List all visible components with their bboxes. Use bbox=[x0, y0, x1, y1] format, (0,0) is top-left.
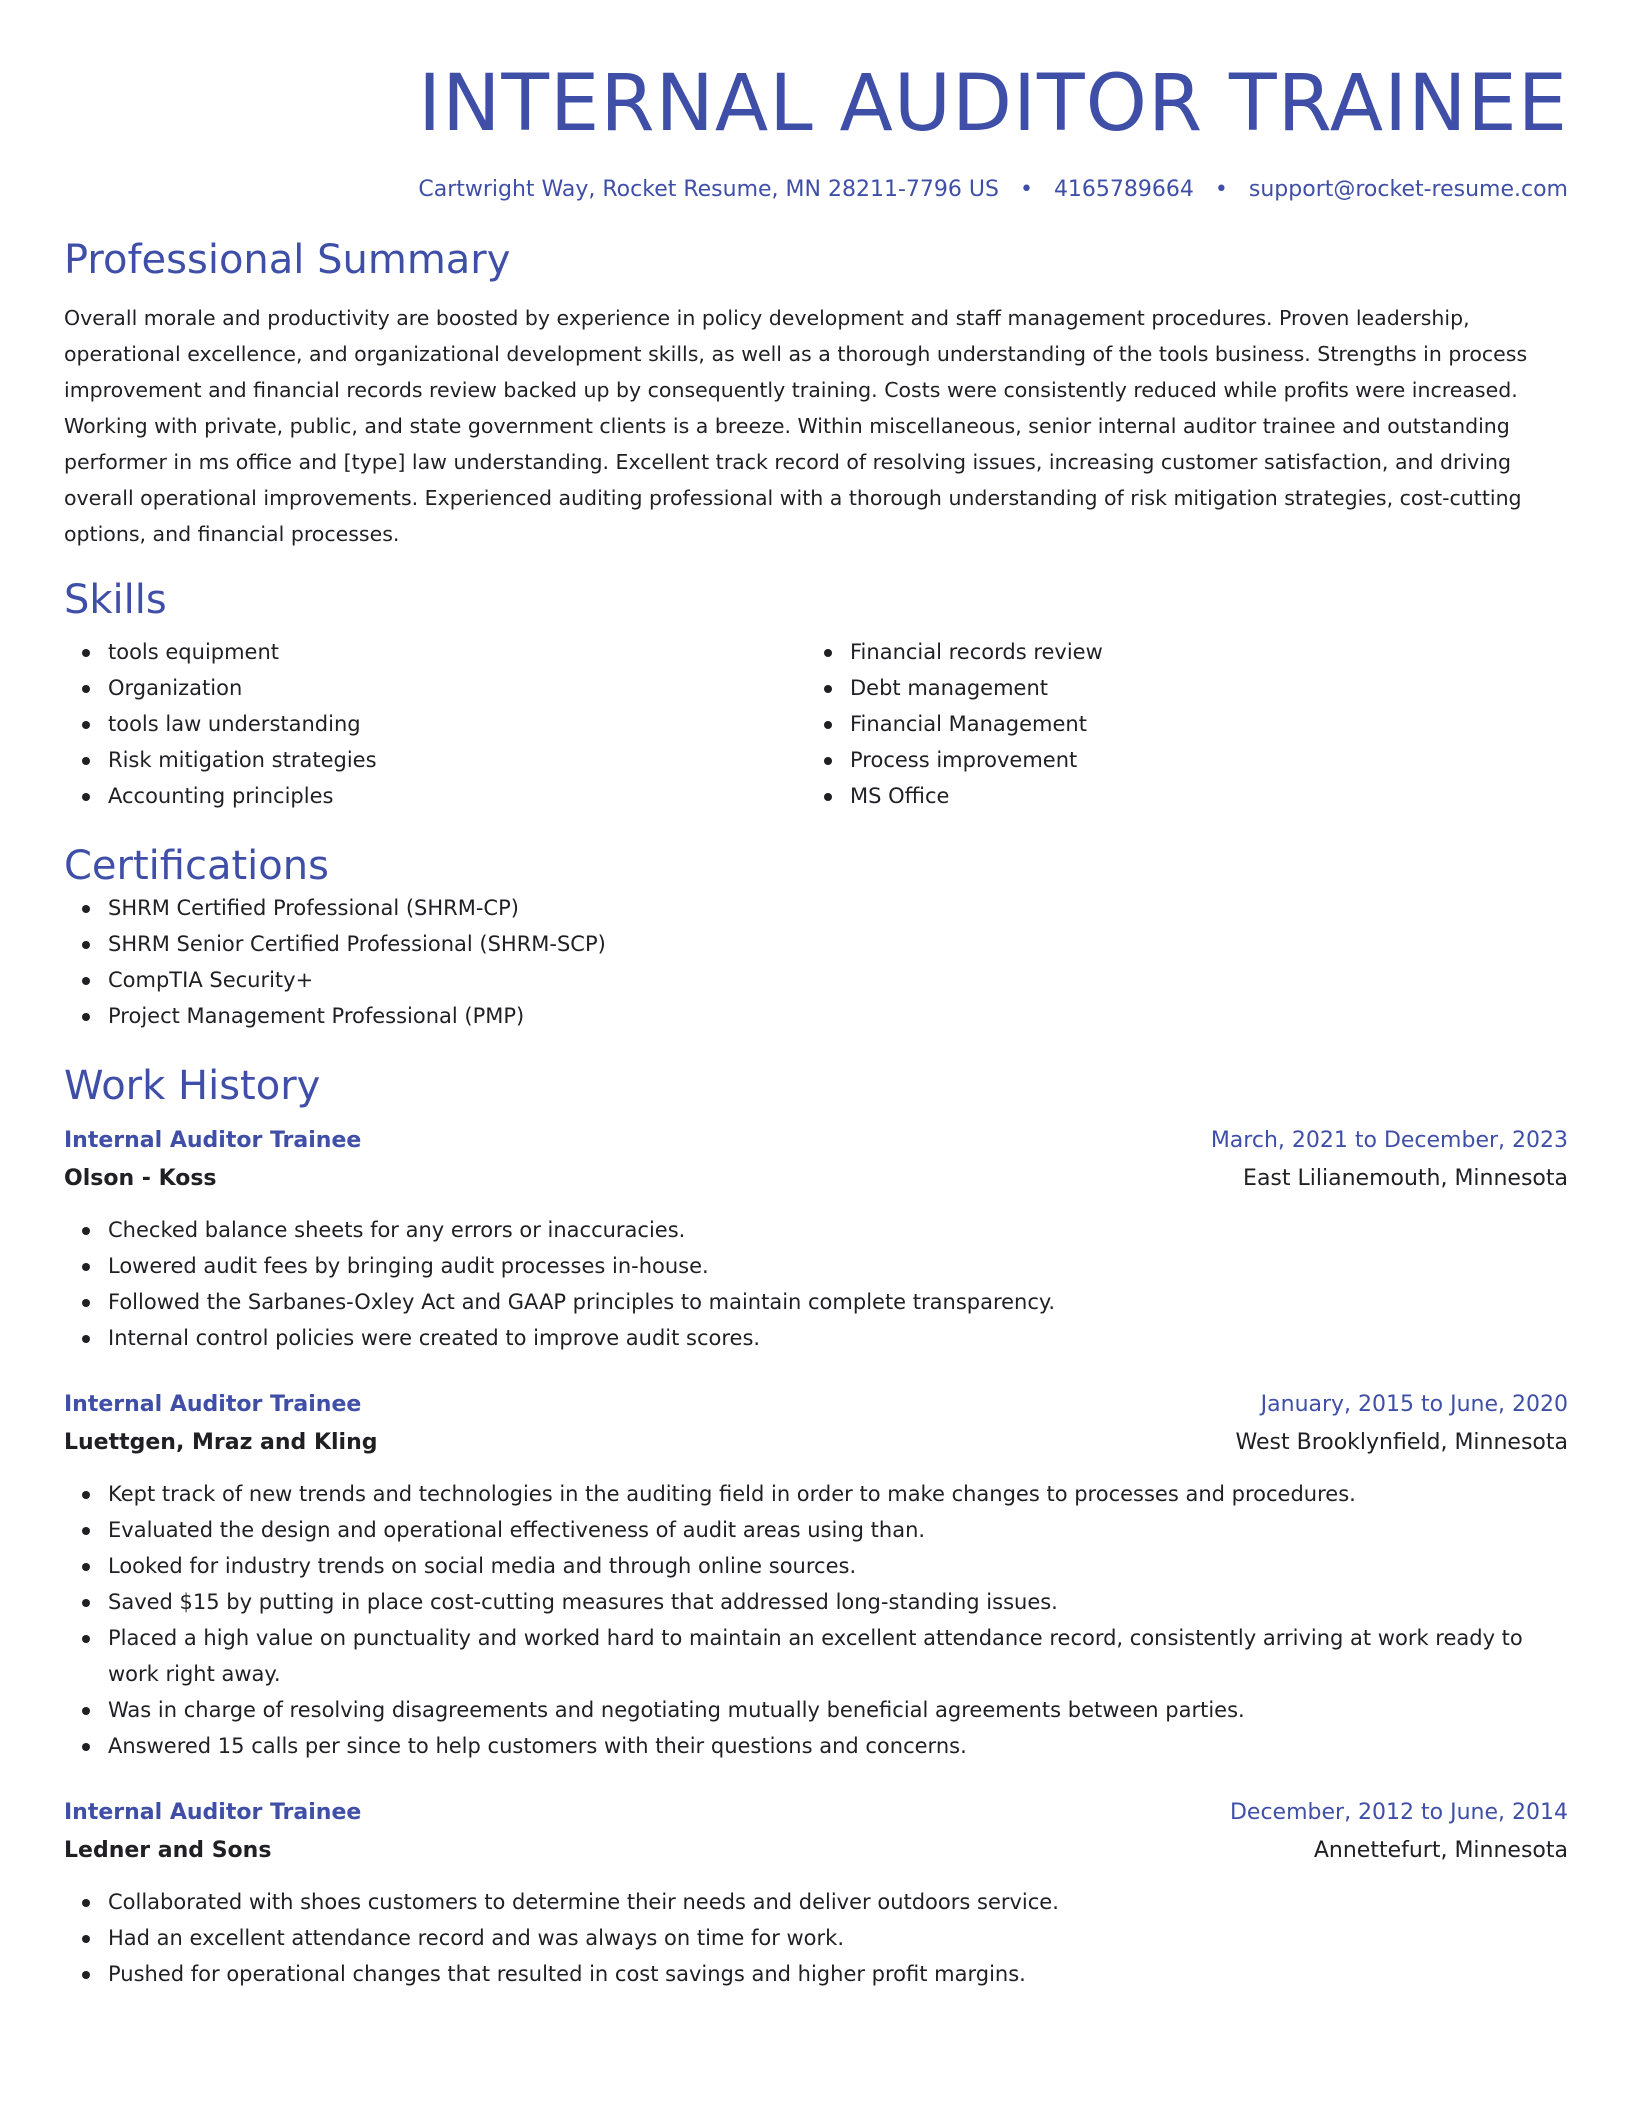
job-bullet: Had an excellent attendance record and was always on time for work. bbox=[108, 1920, 1568, 1956]
skill-item: MS Office bbox=[850, 778, 1548, 814]
job-entry bbox=[64, 1122, 1568, 1356]
job-company: Ledner and Sons bbox=[64, 1838, 272, 1863]
job-bullet: Answered 15 calls per since to help customers with their questions and concerns. bbox=[108, 1728, 1568, 1764]
job-location: Annettefurt, Minnesota bbox=[1313, 1838, 1568, 1863]
job-bullet: Lowered audit fees by bringing audit processes in-house. bbox=[108, 1248, 1568, 1284]
job-title: Internal Auditor Trainee bbox=[64, 1392, 362, 1417]
skill-item: Process improvement bbox=[850, 742, 1548, 778]
job-bullet: Was in charge of resolving disagreements and negotiating mutually beneficial agreements between parties. bbox=[108, 1692, 1568, 1728]
contact-line bbox=[64, 174, 1568, 206]
job-header-row bbox=[64, 1794, 1568, 1832]
skills-column-right bbox=[806, 634, 1548, 814]
job-bullet: Collaborated with shoes customers to determine their needs and deliver outdoors service. bbox=[108, 1884, 1568, 1920]
job-bullet: Evaluated the design and operational effectiveness of audit areas using than. bbox=[108, 1512, 1568, 1548]
job-title: Internal Auditor Trainee bbox=[64, 1128, 362, 1153]
skill-item: Financial records review bbox=[850, 634, 1548, 670]
job-location: East Lilianemouth, Minnesota bbox=[1243, 1166, 1568, 1191]
contact-address: Cartwright Way, Rocket Resume, MN 28211-7796 US bbox=[418, 177, 999, 202]
skill-item: tools law understanding bbox=[108, 706, 806, 742]
skill-item: Financial Management bbox=[850, 706, 1548, 742]
skill-item: Organization bbox=[108, 670, 806, 706]
job-company-row bbox=[64, 1160, 1568, 1198]
contact-phone[interactable]: 4165789664 bbox=[1053, 177, 1194, 202]
job-bullet: Followed the Sarbanes-Oxley Act and GAAP principles to maintain complete transparency. bbox=[108, 1284, 1568, 1320]
contact-separator: • bbox=[1019, 177, 1033, 202]
resume-name: INTERNAL AUDITOR TRAINEE bbox=[418, 59, 1568, 149]
job-dates: January, 2015 to June, 2020 bbox=[1260, 1392, 1568, 1417]
job-company: Luettgen, Mraz and Kling bbox=[64, 1430, 378, 1455]
certifications-heading: Certifications bbox=[64, 843, 329, 889]
job-title: Internal Auditor Trainee bbox=[64, 1800, 362, 1825]
job-location: West Brooklynfield, Minnesota bbox=[1235, 1430, 1568, 1455]
job-dates: December, 2012 to June, 2014 bbox=[1229, 1800, 1568, 1825]
summary-heading: Professional Summary bbox=[64, 237, 511, 283]
job-company: Olson - Koss bbox=[64, 1166, 217, 1191]
job-bullets bbox=[64, 1884, 1568, 1992]
skills-list-left bbox=[64, 634, 806, 814]
job-bullets bbox=[64, 1476, 1568, 1764]
job-bullet: Checked balance sheets for any errors or inaccuracies. bbox=[108, 1212, 1568, 1248]
job-dates: March, 2021 to December, 2023 bbox=[1210, 1128, 1568, 1153]
skills-column-left bbox=[64, 634, 806, 814]
job-entry bbox=[64, 1794, 1568, 1992]
job-entry bbox=[64, 1386, 1568, 1764]
job-bullets bbox=[64, 1212, 1568, 1356]
certification-item: CompTIA Security+ bbox=[108, 962, 1568, 998]
work-history-heading: Work History bbox=[64, 1063, 321, 1109]
job-bullet: Kept track of new trends and technologies in the auditing field in order to make changes to processes and procedures. bbox=[108, 1476, 1568, 1512]
skill-item: Debt management bbox=[850, 670, 1548, 706]
skills-heading: Skills bbox=[64, 577, 167, 623]
skill-item: Accounting principles bbox=[108, 778, 806, 814]
summary-text: Overall morale and productivity are boosted by experience in policy development and staff management procedures. Proven leadership, operational excellence, and organizational development skills, as well as a thorough understanding of the tools business. Strengths in process improvement and financial records review backed up by consequently training. Costs were consistently reduced while profits were increased. Working with private, public, and state government clients is a breeze. Within miscellaneous, senior internal auditor trainee and outstanding performer in ms office and [type] law understanding. Excellent track record of resolving issues, increasing customer satisfaction, and driving overall operational improvements. Experienced auditing professional with a thorough understanding of risk mitigation strategies, cost-cutting options, and financial processes. bbox=[64, 306, 1528, 546]
certification-item: SHRM Senior Certified Professional (SHRM-SCP) bbox=[108, 926, 1568, 962]
job-bullet: Saved $15 by putting in place cost-cutting measures that addressed long-standing issues. bbox=[108, 1584, 1568, 1620]
job-company-row bbox=[64, 1424, 1568, 1462]
job-bullet: Placed a high value on punctuality and worked hard to maintain an excellent attendance record, consistently arriving at work ready to work right away. bbox=[108, 1620, 1568, 1692]
skills-list-right bbox=[806, 634, 1548, 814]
skill-item: tools equipment bbox=[108, 634, 806, 670]
job-company-row bbox=[64, 1832, 1568, 1870]
certification-item: Project Management Professional (PMP) bbox=[108, 998, 1568, 1034]
job-bullet: Looked for industry trends on social media and through online sources. bbox=[108, 1548, 1568, 1584]
job-header-row bbox=[64, 1122, 1568, 1160]
job-bullet: Pushed for operational changes that resulted in cost savings and higher profit margins. bbox=[108, 1956, 1568, 1992]
skills-grid bbox=[64, 634, 1568, 814]
skill-item: Risk mitigation strategies bbox=[108, 742, 806, 778]
job-bullet: Internal control policies were created to improve audit scores. bbox=[108, 1320, 1568, 1356]
contact-separator: • bbox=[1214, 177, 1228, 202]
contact-email[interactable]: support@rocket-resume.com bbox=[1248, 177, 1568, 202]
certifications-list bbox=[64, 890, 1568, 1034]
certification-item: SHRM Certified Professional (SHRM-CP) bbox=[108, 890, 1568, 926]
resume-page bbox=[64, 0, 1568, 1992]
job-header-row bbox=[64, 1386, 1568, 1424]
